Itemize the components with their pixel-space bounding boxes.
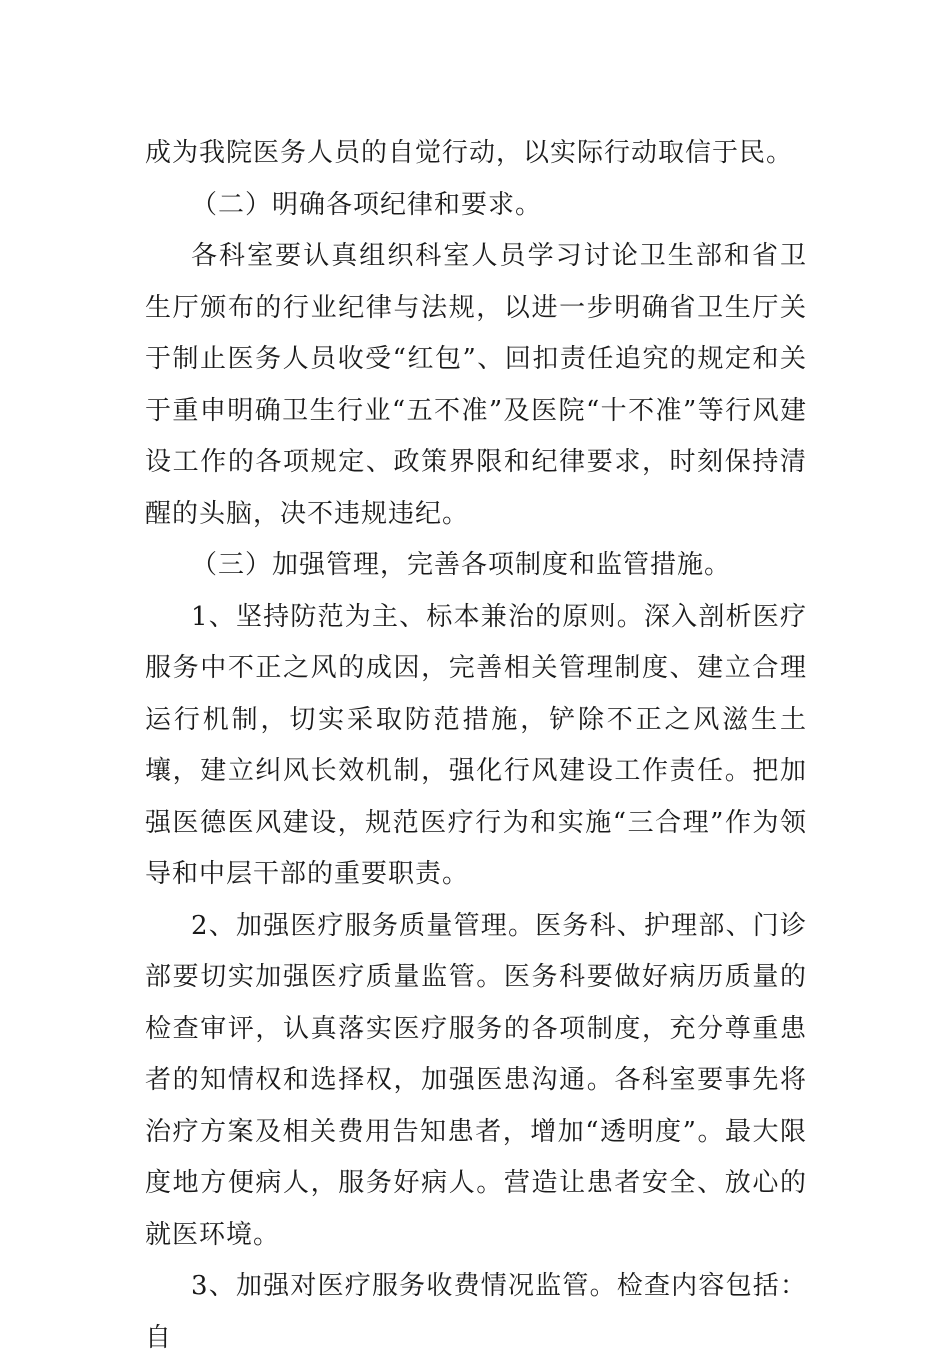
list-item-2: 2、加强医疗服务质量管理。医务科、护理部、门诊部要切实加强医疗质量监管。医务科要做好病历质量的检查审评，认真落实医疗服务的各项制度，充分尊重患者的知情权和选择权，加强医患沟通。各科室要事先将治疗方案及相关费用告知患者，增加“透明度”。最大限度地方便病人，服务好病人。营造让患者安全、放心的就医环境。 <box>145 910 807 1250</box>
list-item-3: 3、加强对医疗服务收费情况监管。检查内容包括：自 <box>145 1271 807 1353</box>
list-item-1: 1、坚持防范为主、标本兼治的原则。深入剖析医疗服务中不正之风的成因，完善相关管理制度、建立合理运行机制，切实采取防范措施，铲除不正之风滋生土壤，建立纠风长效机制，强化行风建设工作责任。把加强医德医风建设，规范医疗行为和实施“三合理”作为领导和中层干部的重要职责。 <box>145 601 807 889</box>
section-heading-2: （二）明确各项纪律和要求。 <box>191 189 543 220</box>
paragraph-continuation: 成为我院医务人员的自觉行动，以实际行动取信于民。 <box>145 138 794 168</box>
section-heading-3: （三）加强管理，完善各项制度和监管措施。 <box>191 550 732 580</box>
document-body <box>145 128 807 1364</box>
paragraph-discipline: 各科室要认真组织科室人员学习讨论卫生部和省卫生厅颁布的行业纪律与法规，以进一步明确省卫生厅关于制止医务人员收受“红包”、回扣责任追究的规定和关于重申明确卫生行业“五不准”及医院“十不准”等行风建设工作的各项规定、政策界限和纪律要求，时刻保持清醒的头脑，决不违规违纪。 <box>145 241 807 529</box>
